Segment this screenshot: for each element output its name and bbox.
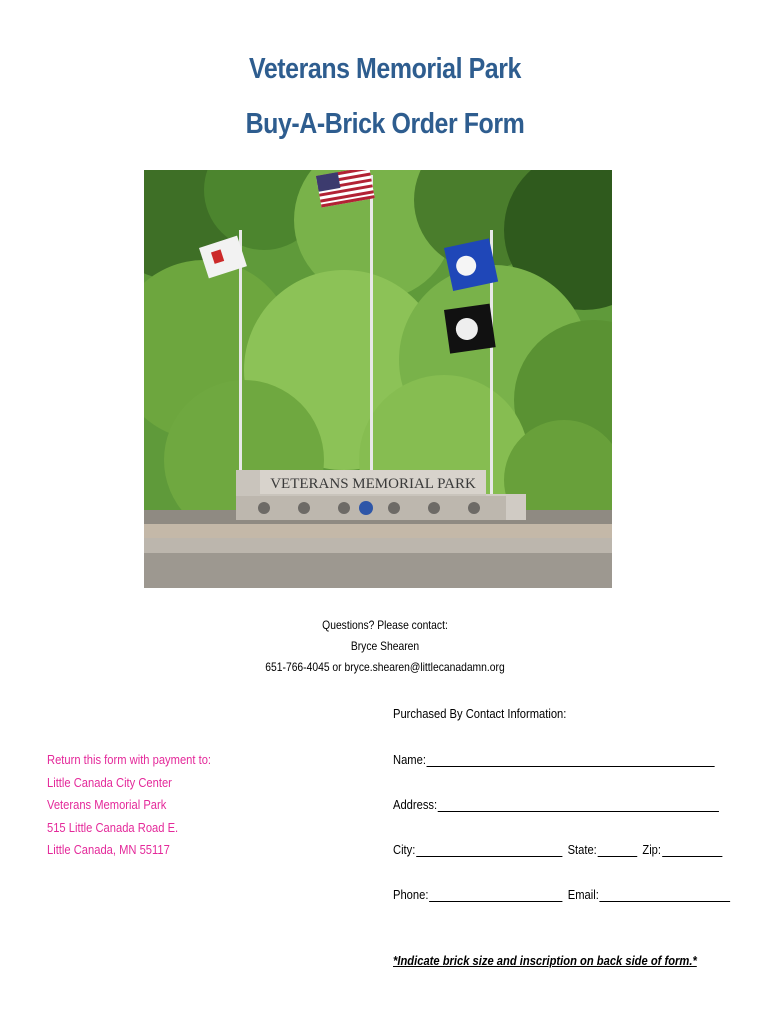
name-label: Name: — [393, 752, 426, 767]
footer-note: *Indicate brick size and inscription on back side of form.* — [393, 953, 697, 968]
email-line[interactable] — [600, 889, 731, 902]
purchaser-heading: Purchased By Contact Information: — [393, 706, 567, 721]
return-line-5: Little Canada, MN 55117 — [47, 842, 170, 857]
state-line[interactable] — [598, 844, 638, 857]
return-line-3: Veterans Memorial Park — [47, 797, 167, 812]
zip-line[interactable] — [662, 844, 722, 857]
contact-details: 651-766-4045 or bryce.shearen@littlecanadamn.org — [265, 660, 505, 674]
city-state-zip-field[interactable] — [393, 842, 722, 857]
name-line[interactable] — [427, 754, 715, 767]
city-line[interactable] — [416, 844, 562, 857]
name-field[interactable] — [393, 752, 715, 767]
park-photo — [144, 170, 612, 588]
page-title: Veterans Memorial Park — [249, 53, 521, 85]
page-subtitle: Buy-A-Brick Order Form — [245, 108, 525, 140]
monument-text: VETERANS MEMORIAL PARK — [270, 476, 476, 492]
address-label: Address: — [393, 797, 438, 812]
return-line-2: Little Canada City Center — [47, 775, 172, 790]
phone-line[interactable] — [429, 889, 562, 902]
address-line[interactable] — [438, 799, 719, 812]
zip-label: Zip: — [642, 842, 662, 857]
return-line-1: Return this form with payment to: — [47, 752, 212, 767]
phone-label: Phone: — [393, 887, 429, 902]
state-label: State: — [567, 842, 597, 857]
phone-email-field[interactable] — [393, 887, 730, 902]
city-label: City: — [393, 842, 416, 857]
return-line-4: 515 Little Canada Road E. — [47, 820, 179, 835]
contact-name: Bryce Shearen — [350, 639, 420, 653]
address-field[interactable] — [393, 797, 719, 812]
contact-line-1: Questions? Please contact: — [322, 618, 448, 632]
email-label: Email: — [567, 887, 599, 902]
